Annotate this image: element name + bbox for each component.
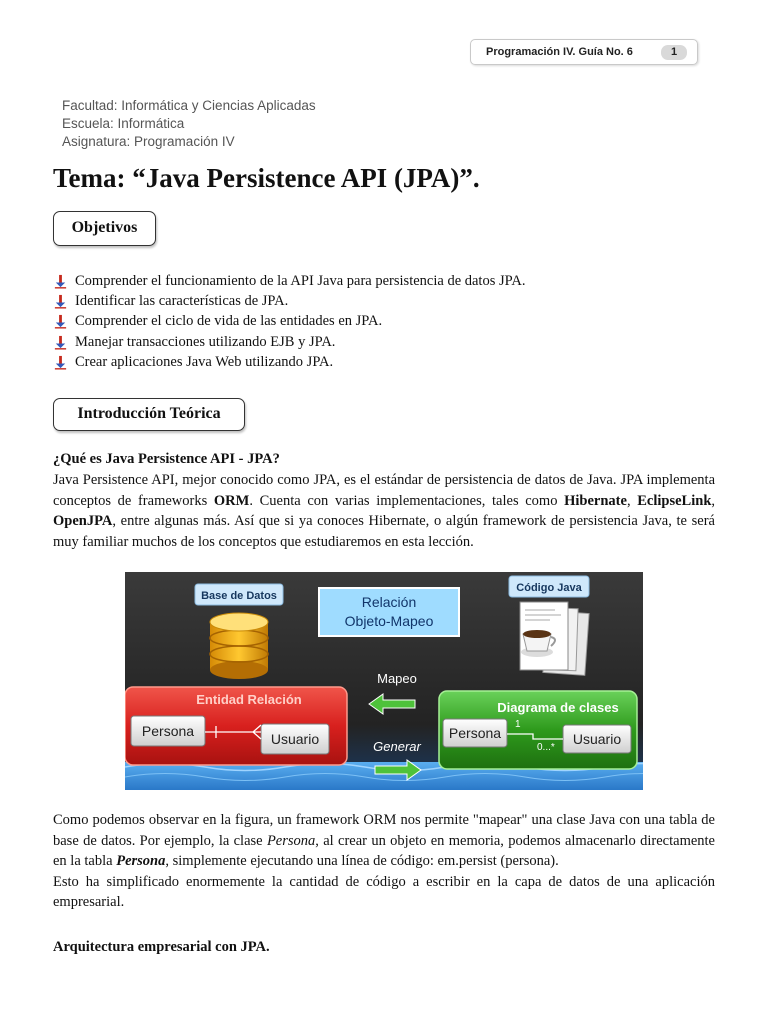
down-arrow-bullet-icon <box>53 355 68 370</box>
text-run: , al crear un objeto en memoria, podemos almacenarlo directamente en la tabla <box>53 832 715 869</box>
text-run: , entre algunas más. Así que si ya conoces Hibernate, o algún framework de persistencia Java, te será muy familiar muchos de los conceptos que estudiaremos en esta lección. <box>53 513 715 550</box>
orm-diagram <box>125 572 643 790</box>
center-label-line2: Objeto-Mapeo <box>344 613 434 629</box>
persona-class: Persona <box>266 832 316 849</box>
center-label-line1: Relación <box>361 594 417 610</box>
text-run: , simplemente ejecutando una línea de código: em.persist (persona). <box>165 853 559 869</box>
school-line: Escuela: Informática <box>62 116 185 131</box>
objective-text: Identificar las características de JPA. <box>75 292 289 309</box>
page-header <box>470 39 698 65</box>
list-item <box>53 332 525 352</box>
openjpa-term: OpenJPA <box>53 513 113 529</box>
class-usuario: Usuario <box>572 731 622 747</box>
text-run: , <box>711 492 716 509</box>
page-number: 1 <box>661 45 687 60</box>
er-title: Entidad Relación <box>196 692 302 707</box>
text-run: , <box>626 492 638 509</box>
orm-figure <box>125 572 643 790</box>
text-run: . Cuenta con varias implementaciones, tales como <box>249 492 565 509</box>
intro-heading: Introducción Teórica <box>53 398 245 431</box>
subject-line: Asignatura: Programación IV <box>62 134 235 149</box>
er-usuario: Usuario <box>270 731 320 747</box>
text-run: Esto ha simplificado enormemente la cantidad de código a escribir en la capa de datos de una aplicación empresarial. <box>53 873 715 910</box>
java-code-pages-icon <box>520 602 589 675</box>
orm-term: ORM <box>213 492 250 509</box>
database-icon <box>210 613 268 679</box>
er-persona: Persona <box>141 723 195 739</box>
objective-text: Comprender el ciclo de vida de las entidades en JPA. <box>75 313 383 330</box>
page-title: Tema: “Java Persistence API (JPA)”. <box>53 163 480 193</box>
header-title: Programación IV. Guía No. 6 <box>486 46 633 58</box>
faculty-line: Facultad: Informática y Ciencias Aplicadas <box>62 98 316 113</box>
db-label: Base de Datos <box>201 590 277 602</box>
question-heading: ¿Qué es Java Persistence API - JPA? <box>53 451 280 467</box>
class-persona: Persona <box>448 725 502 741</box>
hibernate-term: Hibernate <box>564 492 627 509</box>
objectives-heading: Objetivos <box>53 211 156 246</box>
text-run: Como podemos observar en la figura, un framework ORM nos permite "mapear" una clase Java con una tabla de base de datos. Por ejemplo, la clase <box>53 812 715 849</box>
eclipselink-term: EclipseLink <box>637 492 712 509</box>
multiplicity-one: 1 <box>515 719 521 730</box>
architecture-heading: Arquitectura empresarial con JPA. <box>53 939 270 955</box>
paragraph-intro <box>53 470 715 552</box>
multiplicity-many: 0...* <box>537 742 555 753</box>
down-arrow-bullet-icon <box>53 314 68 329</box>
down-arrow-bullet-icon <box>53 294 68 309</box>
generar-label: Generar <box>373 739 421 754</box>
mapeo-label: Mapeo <box>377 671 417 686</box>
class-diagram-title: Diagrama de clases <box>497 700 619 715</box>
list-item <box>53 312 525 332</box>
list-item <box>53 352 525 372</box>
list-item <box>53 271 525 291</box>
text-run: Java Persistence API, mejor conocido como JPA, es el estándar de persistencia de datos de Java. JPA implementa conceptos de frameworks <box>53 472 715 509</box>
objective-text: Manejar transacciones utilizando EJB y JPA. <box>75 333 336 350</box>
objective-text: Comprender el funcionamiento de la API Java para persistencia de datos JPA. <box>75 272 526 289</box>
down-arrow-bullet-icon <box>53 274 68 289</box>
course-meta <box>62 97 316 151</box>
down-arrow-bullet-icon <box>53 335 68 350</box>
persona-table: Persona <box>116 853 166 869</box>
paragraph-orm <box>53 810 715 913</box>
objectives-list <box>53 271 525 372</box>
objective-text: Crear aplicaciones Java Web utilizando JPA. <box>75 353 334 370</box>
list-item <box>53 291 525 311</box>
code-label: Código Java <box>516 582 582 594</box>
